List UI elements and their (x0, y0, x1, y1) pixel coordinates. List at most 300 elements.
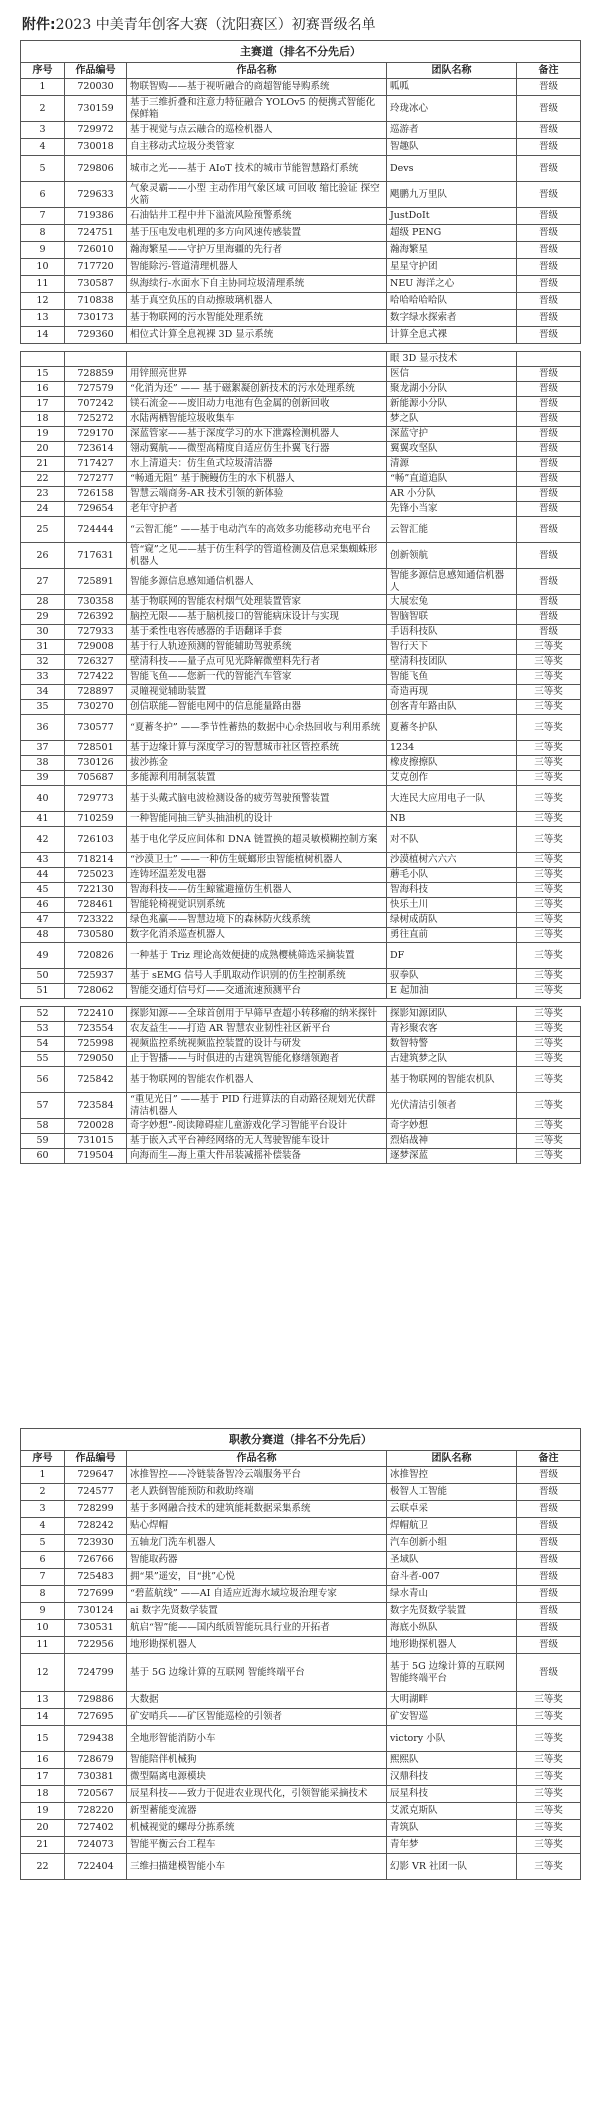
cell-work-name: 绿色兆赢——智慧边境下的森林防火线系统 (127, 913, 387, 928)
cell-index: 3 (21, 122, 65, 139)
cell-work-id: 728461 (65, 898, 127, 913)
header-team-name: 团队名称 (387, 1451, 517, 1467)
cell-index: 43 (21, 853, 65, 868)
cell-index: 50 (21, 969, 65, 984)
cell-index: 40 (21, 786, 65, 812)
table-row (21, 853, 581, 868)
main-track-caption-row (21, 41, 581, 63)
cell-index: 4 (21, 139, 65, 156)
cell-team-name: 青衫聚农客 (387, 1022, 517, 1037)
table-row (21, 640, 581, 655)
cell-remark: 晋级 (517, 517, 581, 543)
cell-work-name: 基于嵌入式平台神经网络的无人驾驶智能车设计 (127, 1134, 387, 1149)
table-row (21, 397, 581, 412)
cell-work-name: 大数据 (127, 1692, 387, 1709)
cell-index: 4 (21, 1518, 65, 1535)
header-remark: 备注 (517, 1451, 581, 1467)
table-row (21, 1709, 581, 1726)
cell-work-name: 基于 sEMG 信号人手肌取动作识别的仿生控制系统 (127, 969, 387, 984)
cell-team-name: 玲珑冰心 (387, 96, 517, 122)
cell-work-id: 730126 (65, 756, 127, 771)
cell-index: 42 (21, 827, 65, 853)
cell-team-name: 智趣队 (387, 139, 517, 156)
page-title (22, 14, 376, 34)
cell-work-id: 723614 (65, 442, 127, 457)
table-row (21, 1518, 581, 1535)
cell-remark: 晋级 (517, 472, 581, 487)
cell-work-id: 730587 (65, 276, 127, 293)
cell-work-id: 724073 (65, 1837, 127, 1854)
cell-work-id: 727422 (65, 670, 127, 685)
cell-work-name: 基于物联网的污水智能处理系统 (127, 310, 387, 327)
cell-work-id: 727277 (65, 472, 127, 487)
table-row (21, 898, 581, 913)
table-row (21, 96, 581, 122)
cell-remark: 三等奖 (517, 1854, 581, 1880)
cell-team-name: 新能源小分队 (387, 397, 517, 412)
cell-index: 7 (21, 208, 65, 225)
cell-index: 27 (21, 569, 65, 595)
cell-remark: 三等奖 (517, 812, 581, 827)
cell-index: 14 (21, 1709, 65, 1726)
cell-team-name: 极智人工智能 (387, 1484, 517, 1501)
cell-index: 57 (21, 1093, 65, 1119)
cell-index: 18 (21, 412, 65, 427)
cell-team-name: 对不队 (387, 827, 517, 853)
cell-remark: 晋级 (517, 382, 581, 397)
header-remark: 备注 (517, 63, 581, 79)
cell-work-name: 止于智播——与时俱进的古建筑智能化修缮领跑者 (127, 1052, 387, 1067)
cell-work-id: 727402 (65, 1820, 127, 1837)
cell-index: 35 (21, 700, 65, 715)
cell-team-name: 创客青年路由队 (387, 700, 517, 715)
cell-team-name: 绿水青山 (387, 1586, 517, 1603)
table-row (21, 868, 581, 883)
cell-work-id: 729050 (65, 1052, 127, 1067)
cell-work-name: “夏蓄冬护” ——季节性蓄热的数据中心余热回收与利用系统 (127, 715, 387, 741)
cell-team-name: JustDoIt (387, 208, 517, 225)
cell-work-id: 718214 (65, 853, 127, 868)
cell-team-name: 冰推智控 (387, 1467, 517, 1484)
table-row (21, 1837, 581, 1854)
cell-remark: 晋级 (517, 1501, 581, 1518)
cell-index: 1 (21, 1467, 65, 1484)
cell-work-name: 一种基于 Triz 理论高效便捷的成熟樱桃筛选采摘装置 (127, 943, 387, 969)
cell-index: 26 (21, 543, 65, 569)
cell-team-name: 大明湖畔 (387, 1692, 517, 1709)
cell-remark: 晋级 (517, 1467, 581, 1484)
cell-team-name: 橡皮擦擦队 (387, 756, 517, 771)
cell-work-name: 全地形智能消防小车 (127, 1726, 387, 1752)
cell-work-name: 用锌照亮世界 (127, 367, 387, 382)
cell-remark: 晋级 (517, 412, 581, 427)
cell-remark: 三等奖 (517, 868, 581, 883)
vocational-track-table (20, 1428, 581, 1880)
cell-remark: 晋级 (517, 327, 581, 344)
cell-work-id: 717720 (65, 259, 127, 276)
cell-team-name: 数字先贤数学装置 (387, 1603, 517, 1620)
cell-remark (517, 352, 581, 367)
cell-work-name: 智海科技——仿生鲸鲨避撞仿生机器人 (127, 883, 387, 898)
cell-work-id: 730531 (65, 1620, 127, 1637)
table-row (21, 771, 581, 786)
cell-work-name: 地形勘探机器人 (127, 1637, 387, 1654)
cell-index: 19 (21, 1803, 65, 1820)
cell-remark: 晋级 (517, 1586, 581, 1603)
cell-work-name: 智能飞鱼——您新一代的智能汽车管家 (127, 670, 387, 685)
cell-work-name: 水陆两栖智能垃圾收集车 (127, 412, 387, 427)
table-row (21, 1067, 581, 1093)
table-row (21, 472, 581, 487)
cell-team-name: NEU 海洋之心 (387, 276, 517, 293)
cell-team-name: victory 小队 (387, 1726, 517, 1752)
cell-index: 47 (21, 913, 65, 928)
cell-index: 23 (21, 487, 65, 502)
table-row (21, 1007, 581, 1022)
cell-index: 39 (21, 771, 65, 786)
cell-work-id: 727699 (65, 1586, 127, 1603)
cell-work-name: 石油钻井工程中井下溢流风险预警系统 (127, 208, 387, 225)
cell-index: 38 (21, 756, 65, 771)
cell-team-name: 圣域队 (387, 1552, 517, 1569)
header-index: 序号 (21, 1451, 65, 1467)
cell-team-name: 绿树成荫队 (387, 913, 517, 928)
cell-index: 22 (21, 1854, 65, 1880)
cell-team-name: 大展宏兔 (387, 595, 517, 610)
cell-remark: 晋级 (517, 625, 581, 640)
cell-work-name (127, 352, 387, 367)
cell-remark: 三等奖 (517, 827, 581, 853)
cell-work-name: “畅通无阻” 基于腕鳗仿生的水下机器人 (127, 472, 387, 487)
cell-team-name: 1234 (387, 741, 517, 756)
cell-work-name: 纵海续行-水面水下自主协同垃圾清理系统 (127, 276, 387, 293)
cell-team-name: 数字绿水探索者 (387, 310, 517, 327)
cell-index: 8 (21, 1586, 65, 1603)
cell-work-name: 镁石流金——废旧动力电池有色金属的创新回收 (127, 397, 387, 412)
cell-index: 13 (21, 310, 65, 327)
cell-work-name: 基于真空负压的自动擦玻璃机器人 (127, 293, 387, 310)
vocational-track-caption-row (21, 1429, 581, 1451)
cell-index: 53 (21, 1022, 65, 1037)
table-row (21, 1052, 581, 1067)
cell-team-name: 基于 5G 边缘计算的互联网智能终端平台 (387, 1654, 517, 1692)
table-row (21, 700, 581, 715)
cell-index: 31 (21, 640, 65, 655)
header-work-name: 作品名称 (127, 63, 387, 79)
cell-work-name: 数字化消杀巡查机器人 (127, 928, 387, 943)
cell-work-name: 基于行人轨迹预测的智能辅助驾驶系统 (127, 640, 387, 655)
title-prefix: 附件: (22, 17, 56, 33)
cell-index: 10 (21, 259, 65, 276)
cell-index: 5 (21, 156, 65, 182)
cell-index: 9 (21, 242, 65, 259)
cell-team-name: 壁清科技团队 (387, 655, 517, 670)
table-row (21, 79, 581, 96)
cell-index: 21 (21, 457, 65, 472)
cell-index: 55 (21, 1052, 65, 1067)
cell-team-name: 奇造再现 (387, 685, 517, 700)
cell-work-name: 智能轮椅视觉识别系统 (127, 898, 387, 913)
cell-work-name: “碧蓝航线” ——AI 自适应近海水域垃圾治理专家 (127, 1586, 387, 1603)
cell-index: 58 (21, 1119, 65, 1134)
cell-work-id: 725483 (65, 1569, 127, 1586)
cell-work-name: 智能除污-管道清理机器人 (127, 259, 387, 276)
cell-remark: 三等奖 (517, 1007, 581, 1022)
cell-work-name: 矿安哨兵——矿区智能巡检的引领者 (127, 1709, 387, 1726)
cell-team-name: 计算全息式裸 (387, 327, 517, 344)
cell-work-name: 拥“果”遥安，目“挑”心悦 (127, 1569, 387, 1586)
table-row (21, 122, 581, 139)
vocational-track-caption: 职教分赛道（排名不分先后） (21, 1429, 581, 1451)
table-row (21, 741, 581, 756)
cell-work-name: 微型隔离电源模块 (127, 1769, 387, 1786)
cell-remark: 晋级 (517, 156, 581, 182)
cell-remark: 三等奖 (517, 883, 581, 898)
table-row (21, 655, 581, 670)
cell-work-id: 723930 (65, 1535, 127, 1552)
cell-work-id: 729633 (65, 182, 127, 208)
cell-work-name: 老人跌倒智能预防和救助终端 (127, 1484, 387, 1501)
cell-work-name: 智能取药器 (127, 1552, 387, 1569)
cell-work-name: 基于电化学反应间体和 DNA 链置换的超灵敏模糊控制方案 (127, 827, 387, 853)
cell-work-name: 农友益生——打造 AR 智慧农业韧性社区新平台 (127, 1022, 387, 1037)
cell-work-id: 729806 (65, 156, 127, 182)
cell-team-name: 逐梦深蓝 (387, 1149, 517, 1164)
cell-remark: 三等奖 (517, 984, 581, 999)
cell-remark: 晋级 (517, 1637, 581, 1654)
cell-remark: 三等奖 (517, 700, 581, 715)
cell-index: 24 (21, 502, 65, 517)
cell-index: 15 (21, 367, 65, 382)
table-row (21, 487, 581, 502)
cell-remark: 晋级 (517, 502, 581, 517)
table-row (21, 442, 581, 457)
cell-work-name: 五轴龙门洗车机器人 (127, 1535, 387, 1552)
cell-work-id: 717631 (65, 543, 127, 569)
cell-work-name: 智能多源信息感知通信机器人 (127, 569, 387, 595)
cell-work-name: 奇字妙想”-阅读障碍症儿童游戏化学习智能平台设计 (127, 1119, 387, 1134)
cell-index: 8 (21, 225, 65, 242)
cell-remark: 三等奖 (517, 969, 581, 984)
cell-work-name: 基于物联网的智能农村烟气处理装置管家 (127, 595, 387, 610)
cell-index: 36 (21, 715, 65, 741)
cell-index: 29 (21, 610, 65, 625)
cell-remark: 晋级 (517, 259, 581, 276)
cell-work-name: 基于物联网的智能农作机器人 (127, 1067, 387, 1093)
cell-team-name: 青年梦 (387, 1837, 517, 1854)
cell-index: 3 (21, 1501, 65, 1518)
cell-remark: 晋级 (517, 442, 581, 457)
cell-team-name: 清源 (387, 457, 517, 472)
cell-work-id: 724577 (65, 1484, 127, 1501)
table-row (21, 715, 581, 741)
cell-index: 17 (21, 397, 65, 412)
cell-work-name: 基于压电发电机理的多方向风速传感装置 (127, 225, 387, 242)
table-row (21, 225, 581, 242)
cell-work-id: 730580 (65, 928, 127, 943)
table-row (21, 502, 581, 517)
cell-remark: 晋级 (517, 1620, 581, 1637)
cell-work-id: 726392 (65, 610, 127, 625)
cell-index: 19 (21, 427, 65, 442)
cell-index: 11 (21, 276, 65, 293)
cell-index: 32 (21, 655, 65, 670)
cell-team-name: 探影知源团队 (387, 1007, 517, 1022)
cell-work-id: 727695 (65, 1709, 127, 1726)
cell-team-name: E 起加油 (387, 984, 517, 999)
table-row (21, 1803, 581, 1820)
cell-index: 9 (21, 1603, 65, 1620)
cell-remark: 三等奖 (517, 1022, 581, 1037)
cell-work-id: 722410 (65, 1007, 127, 1022)
cell-index: 49 (21, 943, 65, 969)
table-row (21, 1637, 581, 1654)
cell-remark: 晋级 (517, 427, 581, 442)
cell-index: 5 (21, 1535, 65, 1552)
cell-work-name: 智能交通灯信号灯——交通流速预测平台 (127, 984, 387, 999)
cell-remark: 三等奖 (517, 1692, 581, 1709)
cell-index: 2 (21, 96, 65, 122)
table-row (21, 670, 581, 685)
cell-index: 15 (21, 1726, 65, 1752)
cell-work-id: 728220 (65, 1803, 127, 1820)
cell-team-name: 艾克创作 (387, 771, 517, 786)
cell-work-id: 723554 (65, 1022, 127, 1037)
table-row (21, 1752, 581, 1769)
cell-team-name: 眼 3D 显示技术 (387, 352, 517, 367)
cell-team-name: 汉鼎科技 (387, 1769, 517, 1786)
table-row (21, 242, 581, 259)
cell-remark: 三等奖 (517, 1134, 581, 1149)
cell-work-id: 720028 (65, 1119, 127, 1134)
cell-remark: 三等奖 (517, 1837, 581, 1854)
cell-team-name: 先锋小当家 (387, 502, 517, 517)
cell-work-id: 728242 (65, 1518, 127, 1535)
table-row (21, 1037, 581, 1052)
cell-remark: 三等奖 (517, 670, 581, 685)
cell-work-id: 725272 (65, 412, 127, 427)
main-track-block (20, 40, 580, 1164)
cell-work-name: 深蓝管家——基于深度学习的水下泄露检测机器人 (127, 427, 387, 442)
cell-index: 12 (21, 1654, 65, 1692)
cell-remark: 三等奖 (517, 943, 581, 969)
cell-team-name: DF (387, 943, 517, 969)
cell-team-name: 巡游者 (387, 122, 517, 139)
cell-remark: 三等奖 (517, 1119, 581, 1134)
cell-index: 1 (21, 79, 65, 96)
cell-index: 46 (21, 898, 65, 913)
cell-work-id: 724444 (65, 517, 127, 543)
cell-remark: 晋级 (517, 1552, 581, 1569)
cell-work-name: 智能平衡云台工程车 (127, 1837, 387, 1854)
cell-work-id: 727933 (65, 625, 127, 640)
cell-team-name: 古建筑梦之队 (387, 1052, 517, 1067)
cell-index: 13 (21, 1692, 65, 1709)
table-row (21, 382, 581, 397)
cell-remark: 三等奖 (517, 1709, 581, 1726)
cell-work-id: 728299 (65, 1501, 127, 1518)
cell-work-name: 壁清科技——量子点可见光降解微塑料先行者 (127, 655, 387, 670)
cell-index: 52 (21, 1007, 65, 1022)
cell-work-id: 719504 (65, 1149, 127, 1164)
cell-team-name: 智海科技 (387, 883, 517, 898)
cell-remark: 晋级 (517, 1484, 581, 1501)
cell-index: 12 (21, 293, 65, 310)
cell-work-id: 730270 (65, 700, 127, 715)
cell-team-name: 烈焰战神 (387, 1134, 517, 1149)
cell-remark: 三等奖 (517, 898, 581, 913)
cell-index: 51 (21, 984, 65, 999)
cell-work-id: 707242 (65, 397, 127, 412)
cell-team-name: 奋斗者-007 (387, 1569, 517, 1586)
table-row (21, 276, 581, 293)
cell-team-name: 驭拳队 (387, 969, 517, 984)
cell-team-name: 地形勘探机器人 (387, 1637, 517, 1654)
cell-remark: 晋级 (517, 242, 581, 259)
cell-index: 6 (21, 1552, 65, 1569)
page-gap (21, 344, 581, 352)
cell-remark: 三等奖 (517, 1052, 581, 1067)
cell-work-name: 基于 5G 边缘计算的互联网 智能终端平台 (127, 1654, 387, 1692)
cell-index: 28 (21, 595, 65, 610)
table-row (21, 1119, 581, 1134)
cell-index: 34 (21, 685, 65, 700)
cell-team-name: 奇字妙想 (387, 1119, 517, 1134)
cell-work-id: 730577 (65, 715, 127, 741)
cell-team-name: 聚龙湖小分队 (387, 382, 517, 397)
cell-remark: 晋级 (517, 1654, 581, 1692)
cell-work-id: 726327 (65, 655, 127, 670)
cell-remark: 晋级 (517, 595, 581, 610)
cell-remark: 三等奖 (517, 913, 581, 928)
cell-remark: 三等奖 (517, 1037, 581, 1052)
table-row (21, 182, 581, 208)
table-row (21, 427, 581, 442)
cell-index: 2 (21, 1484, 65, 1501)
cell-work-name: 相位式计算全息视裸 3D 显示系统 (127, 327, 387, 344)
table-row (21, 293, 581, 310)
cell-work-name: 拔沙拣金 (127, 756, 387, 771)
cell-work-id: 725842 (65, 1067, 127, 1093)
cell-index: 16 (21, 382, 65, 397)
table-row (21, 1726, 581, 1752)
header-work-id: 作品编号 (65, 63, 127, 79)
table-row (21, 543, 581, 569)
cell-index (21, 352, 65, 367)
cell-team-name: 智脑智联 (387, 610, 517, 625)
cell-remark: 晋级 (517, 487, 581, 502)
main-track-caption: 主赛道（排名不分先后） (21, 41, 581, 63)
cell-team-name: 智能多源信息感知通信机器人 (387, 569, 517, 595)
cell-work-name: 物联智购——基于视听融合的商超智能导购系统 (127, 79, 387, 96)
cell-team-name: Devs (387, 156, 517, 182)
cell-work-id: 726766 (65, 1552, 127, 1569)
cell-work-name: 灵瞳视觉辅助装置 (127, 685, 387, 700)
cell-work-id: 725937 (65, 969, 127, 984)
vocational-track-block (20, 1428, 580, 1880)
table-row (21, 1022, 581, 1037)
cell-work-id: 730159 (65, 96, 127, 122)
cell-remark: 晋级 (517, 367, 581, 382)
cell-work-name: 辰星科技——致力于促进农业现代化，引领智能采摘技术 (127, 1786, 387, 1803)
table-row (21, 1552, 581, 1569)
cell-remark: 晋级 (517, 96, 581, 122)
cell-work-id: 705687 (65, 771, 127, 786)
cell-work-id: 725998 (65, 1037, 127, 1052)
cell-index: 6 (21, 182, 65, 208)
cell-index: 56 (21, 1067, 65, 1093)
cell-team-name: AR 小分队 (387, 487, 517, 502)
